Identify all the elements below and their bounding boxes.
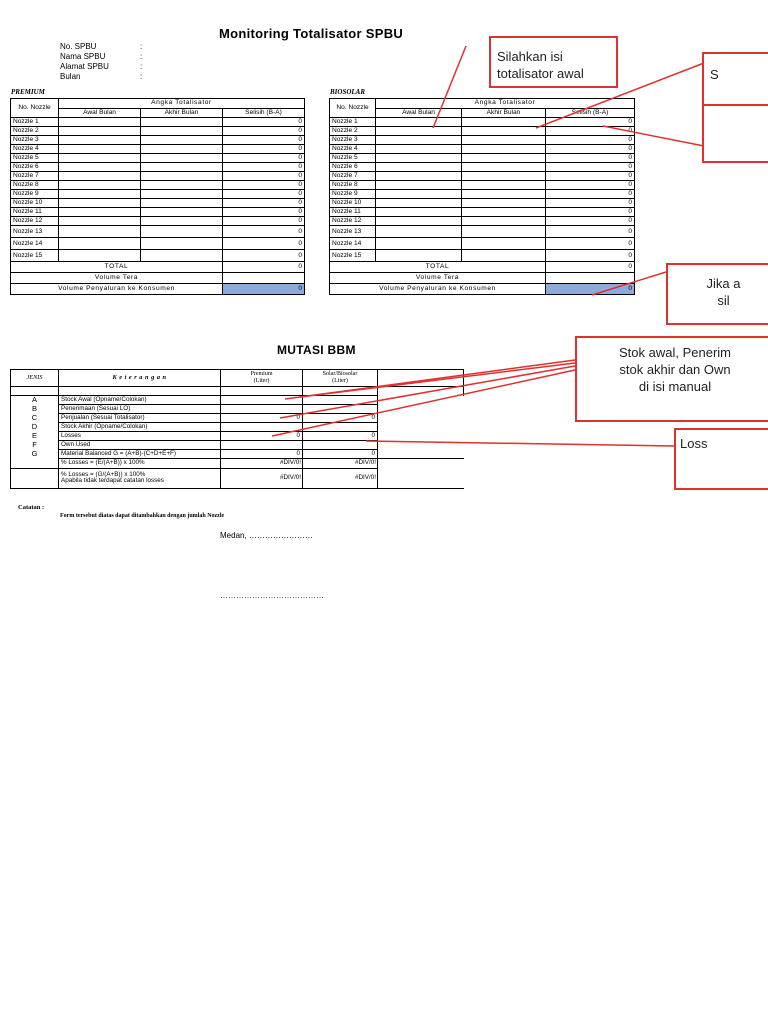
nozzle-label: Nozzle 2 <box>11 127 59 136</box>
col-selisih-header: Selisih (B-A) <box>223 108 305 118</box>
nozzle-label: Nozzle 15 <box>11 250 59 262</box>
keterangan-cell: Stock Akhir (Opname/Colokan) <box>59 423 221 432</box>
jenis-cell: G <box>11 450 59 459</box>
col-solar-header: Solar/Biosolar (Liter) <box>303 370 378 387</box>
nozzle-label: Nozzle 5 <box>330 154 376 163</box>
keterangan-cell: Penjualan (Sesuai Totalisator) <box>59 414 221 423</box>
nozzle-label: Nozzle 6 <box>330 163 376 172</box>
nozzle-label: Nozzle 1 <box>11 118 59 127</box>
nozzle-label: Nozzle 11 <box>11 208 59 217</box>
place-date: Medan, …………………… <box>220 531 313 540</box>
selisih-cell[interactable]: 0 <box>223 136 305 145</box>
col-selisih-header: Selisih (B-A) <box>546 108 635 118</box>
connector-line <box>536 63 704 128</box>
connector-line <box>433 46 466 128</box>
nozzle-label: Nozzle 11 <box>330 208 376 217</box>
selisih-cell[interactable]: 0 <box>223 118 305 127</box>
premium-cell[interactable]: 0 <box>221 450 303 459</box>
nozzle-label: Nozzle 4 <box>11 145 59 154</box>
nozzle-label: Nozzle 8 <box>11 181 59 190</box>
selisih-cell[interactable]: 0 <box>546 163 635 172</box>
selisih-cell[interactable]: 0 <box>546 238 635 250</box>
premium-cell[interactable]: 0 <box>221 414 303 423</box>
meta-colon: : <box>140 42 143 51</box>
nozzle-label: Nozzle 1 <box>330 118 376 127</box>
selisih-cell[interactable]: 0 <box>223 172 305 181</box>
meta-colon: : <box>140 52 143 61</box>
selisih-cell[interactable]: 0 <box>546 118 635 127</box>
selisih-cell[interactable]: 0 <box>223 190 305 199</box>
volume-tera-label: Volume Tera <box>11 273 223 284</box>
volume-penyaluran-value[interactable]: 0 <box>223 284 305 295</box>
selisih-cell[interactable]: 0 <box>546 226 635 238</box>
annotation-stok-manual: Stok awal, Penerim stok akhir dan Own di isi manual <box>575 336 768 422</box>
selisih-cell[interactable]: 0 <box>223 208 305 217</box>
selisih-cell[interactable]: 0 <box>223 181 305 190</box>
annotation-jika: Jika a sil <box>666 263 768 325</box>
keterangan-cell: Stock Awal (Opname/Colokan) <box>59 396 221 405</box>
col-premium-header: Premium (Liter) <box>221 370 303 387</box>
connector-line <box>366 441 674 446</box>
nozzle-label: Nozzle 3 <box>330 136 376 145</box>
nozzle-label: Nozzle 4 <box>330 145 376 154</box>
losses-percent-solar[interactable]: #DIV/0! <box>303 459 378 469</box>
premium-cell[interactable]: 0 <box>221 432 303 441</box>
col-awal-header: Awal Bulan <box>59 108 141 118</box>
selisih-cell[interactable]: 0 <box>546 181 635 190</box>
nozzle-label: Nozzle 12 <box>11 217 59 226</box>
selisih-cell[interactable]: 0 <box>546 136 635 145</box>
connector-line <box>300 363 575 397</box>
page-title: Monitoring Totalisator SPBU <box>219 26 404 41</box>
biosolar-section-label: BIOSOLAR <box>330 88 366 96</box>
volume-penyaluran-label: Volume Penyaluran ke Konsumen <box>11 284 223 295</box>
jenis-cell: F <box>11 441 59 450</box>
col-nozzle-header: No. Nozzle <box>11 99 59 118</box>
col-nozzle-header: No. Nozzle <box>330 99 376 118</box>
volume-penyaluran-label: Volume Penyaluran ke Konsumen <box>330 284 546 295</box>
col-keterangan-header: K e t e r a n g a n <box>59 370 221 387</box>
selisih-cell[interactable]: 0 <box>223 217 305 226</box>
catatan-text: Form tersebut diatas dapat ditambahkan dengan jumlah Nozzle <box>60 513 225 519</box>
total-value[interactable]: 0 <box>546 262 635 273</box>
nozzle-label: Nozzle 2 <box>330 127 376 136</box>
selisih-cell[interactable]: 0 <box>546 154 635 163</box>
meta-label: Nama SPBU <box>60 52 106 61</box>
selisih-cell[interactable]: 0 <box>223 199 305 208</box>
col-akhir-header: Akhir Bulan <box>462 108 546 118</box>
catatan-label: Catatan : <box>18 504 45 511</box>
nozzle-label: Nozzle 13 <box>330 226 376 238</box>
nozzle-label: Nozzle 12 <box>330 217 376 226</box>
col-angka-header: Angka Totalisator <box>59 99 305 109</box>
jenis-cell: C <box>11 414 59 423</box>
nozzle-label: Nozzle 10 <box>330 199 376 208</box>
nozzle-label: Nozzle 6 <box>11 163 59 172</box>
selisih-cell[interactable]: 0 <box>546 172 635 181</box>
nozzle-label: Nozzle 10 <box>11 199 59 208</box>
mutasi-title: MUTASI BBM <box>277 343 356 357</box>
losses-g-formula: % Losses = (G/(A+B)) x 100% <box>61 471 146 478</box>
nozzle-label: Nozzle 8 <box>330 181 376 190</box>
selisih-cell[interactable]: 0 <box>223 163 305 172</box>
meta-colon: : <box>140 62 143 71</box>
nozzle-label: Nozzle 14 <box>11 238 59 250</box>
losses-g-note: Apabila tidak terdapat catatan losses <box>61 477 164 484</box>
solar-cell[interactable]: 0 <box>303 450 378 459</box>
selisih-cell[interactable]: 0 <box>546 190 635 199</box>
total-value[interactable]: 0 <box>223 262 305 273</box>
volume-tera-label: Volume Tera <box>330 273 546 284</box>
premium-section-label: PREMIUM <box>11 88 45 96</box>
selisih-cell[interactable]: 0 <box>546 127 635 136</box>
nozzle-label: Nozzle 3 <box>11 136 59 145</box>
keterangan-cell: Losses <box>59 432 221 441</box>
losses-percent-premium[interactable]: #DIV/0! <box>221 459 303 469</box>
keterangan-cell: Material Balanced G = (A+B)-(C+D+E+F) <box>59 450 221 459</box>
selisih-cell[interactable]: 0 <box>223 238 305 250</box>
selisih-cell[interactable]: 0 <box>546 250 635 262</box>
meta-label: Alamat SPBU <box>60 62 109 71</box>
connector-line <box>592 272 666 295</box>
jenis-cell: B <box>11 405 59 414</box>
annotation-totalisator-awal: Silahkan isi totalisator awal <box>489 36 618 88</box>
col-jenis-header: JENIS <box>11 370 59 387</box>
jenis-cell: D <box>11 423 59 432</box>
nozzle-label: Nozzle 5 <box>11 154 59 163</box>
nozzle-label: Nozzle 7 <box>11 172 59 181</box>
solar-cell[interactable]: 0 <box>303 414 378 423</box>
selisih-cell[interactable]: 0 <box>546 199 635 208</box>
annotation-losses: Loss <box>674 428 768 490</box>
meta-label: Bulan <box>60 72 81 81</box>
signature-line: ………………………………… <box>220 591 324 600</box>
total-label: TOTAL <box>11 262 223 273</box>
col-angka-header: Angka Totalisator <box>376 99 635 109</box>
selisih-cell[interactable]: 0 <box>546 145 635 154</box>
keterangan-cell: Penerimaan (Sesuai LO) <box>59 405 221 414</box>
nozzle-label: Nozzle 7 <box>330 172 376 181</box>
nozzle-label: Nozzle 14 <box>330 238 376 250</box>
connector-line <box>280 366 575 418</box>
annotation-partial-top: S <box>702 52 768 106</box>
connector-line <box>603 126 704 146</box>
nozzle-label: Nozzle 9 <box>330 190 376 199</box>
col-akhir-header: Akhir Bulan <box>141 108 223 118</box>
meta-label: No. SPBU <box>60 42 97 51</box>
total-label: TOTAL <box>330 262 546 273</box>
selisih-cell[interactable]: 0 <box>546 208 635 217</box>
losses-g-percent-premium[interactable]: #DIV/0! <box>221 468 303 488</box>
meta-colon: : <box>140 72 143 81</box>
jenis-cell: E <box>11 432 59 441</box>
selisih-cell[interactable]: 0 <box>546 217 635 226</box>
nozzle-label: Nozzle 15 <box>330 250 376 262</box>
jenis-cell: A <box>11 396 59 405</box>
volume-penyaluran-value[interactable]: 0 <box>546 284 635 295</box>
losses-percent-label: % Losses = (E/(A+B)) x 100% <box>59 459 221 469</box>
col-awal-header: Awal Bulan <box>376 108 462 118</box>
losses-g-percent-solar[interactable]: #DIV/0! <box>303 468 378 488</box>
selisih-cell[interactable]: 0 <box>223 145 305 154</box>
nozzle-label: Nozzle 9 <box>11 190 59 199</box>
selisih-cell[interactable]: 0 <box>223 127 305 136</box>
selisih-cell[interactable]: 0 <box>223 226 305 238</box>
keterangan-cell: Own Used <box>59 441 221 450</box>
selisih-cell[interactable]: 0 <box>223 154 305 163</box>
solar-cell[interactable]: 0 <box>303 432 378 441</box>
selisih-cell[interactable]: 0 <box>223 250 305 262</box>
nozzle-label: Nozzle 13 <box>11 226 59 238</box>
